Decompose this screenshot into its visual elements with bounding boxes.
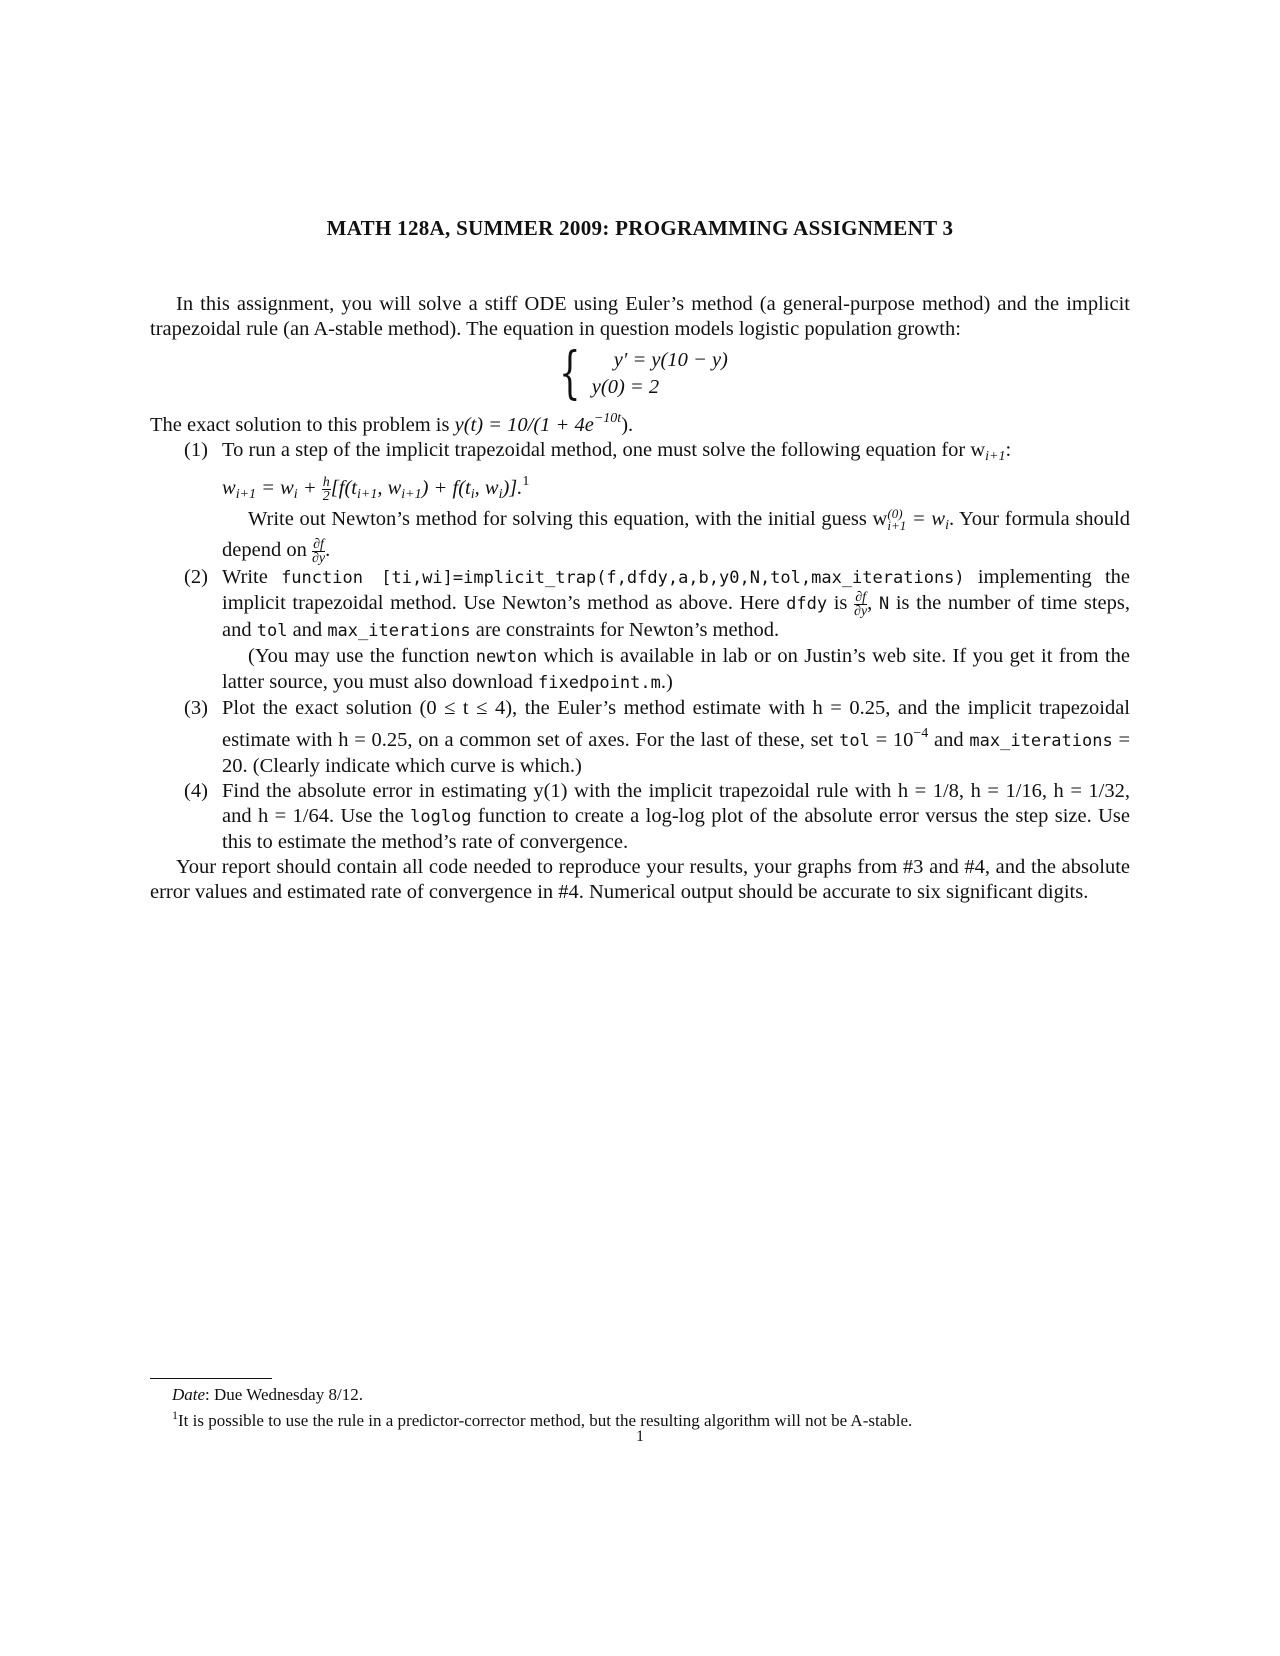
document-body [150, 292, 1130, 905]
document-title: MATH 128A, SUMMER 2009: PROGRAMMING ASSIGNMENT 3 [326, 216, 954, 240]
ode-initial-condition: y(0) = 2 [591, 376, 660, 398]
trap-equation: $w_{i+1} = w_i$ + $\frac{h}{2}$ [$f(t_{i+1}$, $w_{i+1}) + f(t_i$, $w_i$)]. [222, 474, 523, 504]
footnote-rule [150, 1378, 272, 1379]
page-number: 1 [636, 1428, 644, 1445]
left-brace: { [559, 341, 581, 406]
task-item-2: (2) Write function [ti,wi]=implicit_trap(f,dfdy,a,b,y0,N,tol,max_iterations) implementing the implicit trapezoidal method. Use Newton’s method as above. Here dfdy is $\frac{\partial f}{\partial y}$ , N is the number of time steps, and tol and max_iterations are constraints for Newton’s method. (You may use the function newton which is available in lab or on Justin’s web site. If you get it from the latter source, you must also download fixedpoint.m.) [184, 566, 1130, 693]
footnote-1: $^1$It is possible to use the rule in a predictor-corrector method, but the resulting algorithm will not be A-stable. [172, 1408, 913, 1430]
intro-paragraph: In this assignment, you will solve a stiff ODE using Euler’s method (a general-purpose method) and the implicit trapezoidal rule (an A-stable method). The equation in question models logistic population growth: [150, 293, 1130, 340]
date-footnote: Date: Due Wednesday 8/12. [172, 1385, 363, 1404]
task-item-3: (3) Plot the exact solution (0 ≤ t ≤ 4), the Euler’s method estimate with h = 0.25, and the implicit trapezoidal estimate with h = 0.25, on a common set of axes. For the last of these, set tol = $10^{-4}$ and max_iterations = 20. (Clearly indicate which curve is which.) [184, 697, 1131, 777]
task-item-4: (4) Find the absolute error in estimating y(1) with the implicit trapezoidal rule with h = 1/8, h = 1/16, h = 1/32, and h = 1/64. Use the loglog function to create a log-log plot of the absolute error versus the step size. Use this to estimate the method’s rate of convergence. [184, 780, 1131, 853]
exact-formula: y(t) = 10/(1 + 4e [454, 414, 594, 436]
report-paragraph: Your report should contain all code needed to reproduce your results, your graphs from #3 and #4, and the absolute error values and estimated rate of convergence in #4. Numerical output should be accurate to six significant digits. [150, 856, 1130, 903]
task-item-1: (1) To run a step of the implicit trapezoidal method, one must solve the following equation for $w_{i+1}$: $w_{i+1} = w_i$ + $\frac{h}{2}$ [$f(t_{i+1}$, $w_{i+1}) + f(t_i$, $w_i)].^1$ Write out Newton’s method for solving this equation, with the initial guess w (0) i+1 = $w_i$. Your formula should depend on $\frac{\partial f}{\partial y}$ . [184, 439, 1131, 566]
function-signature: function [ti,wi]=implicit_trap(f,dfdy,a,b,y0,N,tol,max_iterations) [281, 568, 965, 588]
footnote-mark: 1 [522, 474, 530, 489]
exact-solution-line: The exact solution to this problem is $y(t) = 10/(1 + 4e^{-10t})$. [150, 411, 634, 436]
task-list [150, 438, 1130, 855]
ode-equation: y′ = y(10 − y) [613, 349, 728, 371]
ode-system [150, 341, 1130, 406]
